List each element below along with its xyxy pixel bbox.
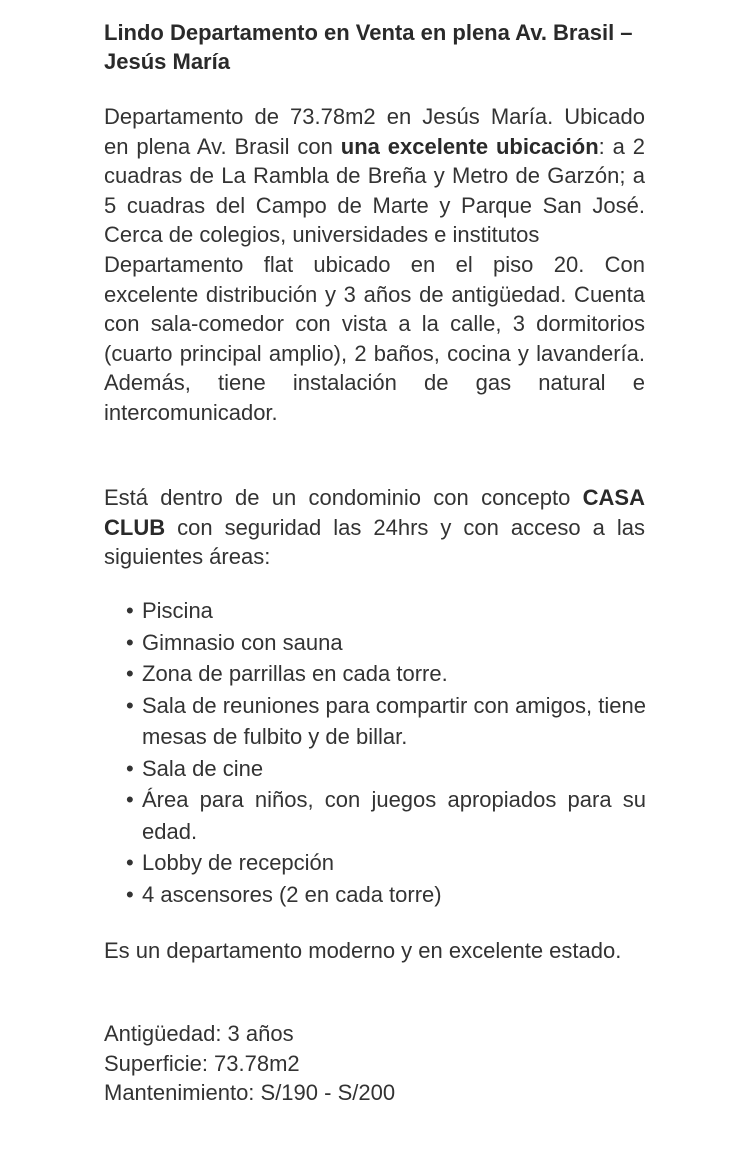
intro-details: Departamento flat ubicado en el piso 20. Con excelente distribución y 3 años de antigüedad. Cuenta con sala-comedor con vista a la calle, 3 dormitorios (cuarto principal amplio), 2 baños, cocina y lavandería. Además, tiene instalación de gas natural e intercomunicador. — [104, 251, 645, 425]
bullet-icon: • — [126, 787, 134, 812]
property-facts — [104, 1019, 395, 1108]
list-item — [126, 784, 646, 847]
fact-superficie: Superficie: 73.78m2 — [104, 1050, 300, 1076]
amenities-list — [126, 595, 646, 910]
list-item — [126, 627, 646, 659]
amenity-label: 4 ascensores (2 en cada torre) — [142, 881, 442, 907]
bullet-icon: • — [126, 661, 134, 686]
fact-mantenimiento: Mantenimiento: S/190 - S/200 — [104, 1080, 396, 1105]
list-item — [126, 753, 646, 785]
bullet-icon: • — [126, 598, 134, 623]
condo-description — [104, 483, 645, 572]
intro-text-2: : a 2 cuadras de La Rambla de Breña y Metro de Garzón; a 5 cuadras del Campo de Marte y Parque San José. Cerca de colegios, universidades e institutos — [104, 133, 646, 248]
bullet-icon: • — [126, 629, 134, 655]
amenity-label: Sala de reuniones para compartir con amigos, tiene mesas de fulbito y de billar. — [142, 692, 646, 749]
amenity-label: Gimnasio con sauna — [142, 629, 343, 655]
intro-text-1: Departamento de 73.78m2 en Jesús María. Ubicado en plena Av. Brasil con — [104, 104, 645, 159]
amenity-label: Piscina — [142, 598, 213, 623]
bullet-icon: • — [126, 881, 134, 907]
list-item — [126, 690, 646, 753]
amenity-label: Zona de parrillas en cada torre. — [142, 661, 448, 686]
condo-highlight: CASA CLUB — [104, 485, 645, 540]
bullet-icon: • — [126, 692, 134, 718]
list-item — [126, 847, 646, 879]
condo-text-1: Está dentro de un condominio con concepto — [104, 485, 583, 510]
bullet-icon: • — [126, 755, 134, 781]
amenity-label: Lobby de recepción — [142, 850, 335, 875]
condo-text-2: con seguridad las 24hrs y con acceso a las siguientes áreas: — [104, 514, 645, 570]
list-item — [126, 595, 646, 627]
listing-title: Lindo Departamento en Venta en plena Av. Brasil – Jesús María — [104, 20, 633, 74]
amenity-label: Sala de cine — [142, 755, 264, 781]
amenity-label: Área para niños, con juegos apropiados para su edad. — [142, 787, 646, 844]
bullet-icon: • — [126, 850, 134, 875]
list-item — [126, 879, 646, 911]
list-item — [126, 658, 646, 690]
closing-statement: Es un departamento moderno y en excelente estado. — [104, 938, 622, 963]
description-intro — [104, 102, 645, 428]
fact-antiguedad: Antigüedad: 3 años — [104, 1021, 294, 1046]
intro-highlight: una excelente ubicación — [340, 133, 599, 159]
